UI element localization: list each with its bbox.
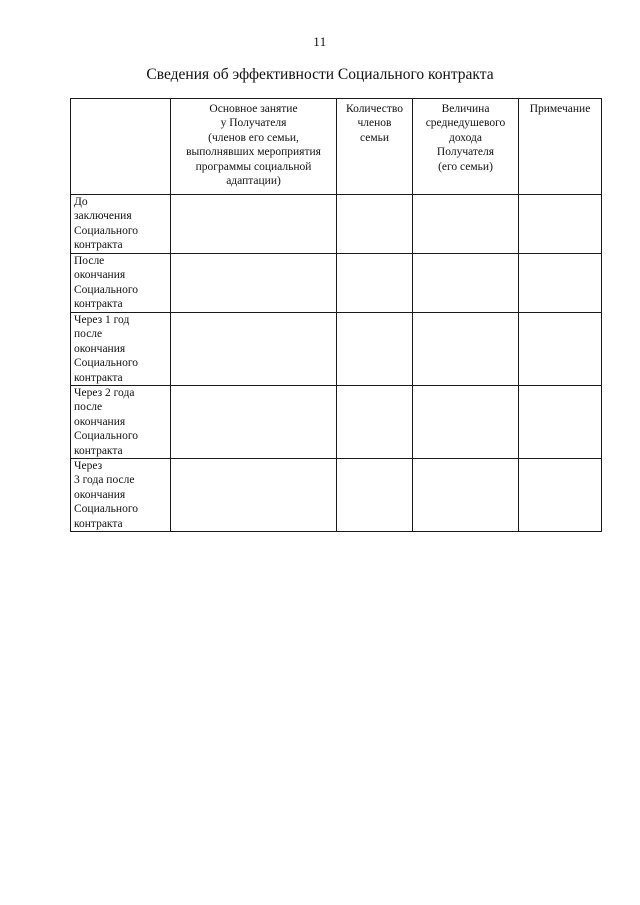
- table-cell[interactable]: [337, 195, 413, 254]
- table-cell[interactable]: [413, 195, 519, 254]
- header-main-occupation: Основное занятие у Получателя (членов его семьи, выполнявших мероприятия программы социальной адаптации): [171, 99, 337, 195]
- table-row: [71, 459, 602, 532]
- table-cell[interactable]: [171, 459, 337, 532]
- header-note: Примечание: [519, 99, 602, 195]
- table-cell[interactable]: [171, 386, 337, 459]
- table-cell[interactable]: [413, 459, 519, 532]
- row-label: Через 3 года после окончания Социального контракта: [71, 459, 171, 532]
- header-cell-empty: [71, 99, 171, 195]
- table-cell[interactable]: [171, 195, 337, 254]
- table-row: [71, 254, 602, 313]
- header-average-income: Величина среднедушевого дохода Получателя (его семьи): [413, 99, 519, 195]
- table-cell[interactable]: [413, 313, 519, 386]
- row-label: Через 2 года после окончания Социального контракта: [71, 386, 171, 459]
- table-cell[interactable]: [337, 254, 413, 313]
- table-cell[interactable]: [519, 313, 602, 386]
- row-label: После окончания Социального контракта: [71, 254, 171, 313]
- table-cell[interactable]: [519, 254, 602, 313]
- table-cell[interactable]: [337, 313, 413, 386]
- table-cell[interactable]: [413, 254, 519, 313]
- efficiency-table: [70, 98, 602, 532]
- table-row: [71, 195, 602, 254]
- document-title: Сведения об эффективности Социального контракта: [146, 66, 494, 83]
- table-cell[interactable]: [519, 195, 602, 254]
- page-number: 11: [313, 34, 327, 49]
- table-cell[interactable]: [413, 386, 519, 459]
- table-row: [71, 386, 602, 459]
- table-row: [71, 313, 602, 386]
- table-header-row: [71, 99, 602, 195]
- table-cell[interactable]: [171, 254, 337, 313]
- row-label: До заключения Социального контракта: [71, 195, 171, 254]
- table-cell[interactable]: [171, 313, 337, 386]
- row-label: Через 1 год после окончания Социального контракта: [71, 313, 171, 386]
- table-cell[interactable]: [337, 386, 413, 459]
- table-cell[interactable]: [337, 459, 413, 532]
- table-cell[interactable]: [519, 386, 602, 459]
- table-cell[interactable]: [519, 459, 602, 532]
- header-family-members-count: Количество членов семьи: [337, 99, 413, 195]
